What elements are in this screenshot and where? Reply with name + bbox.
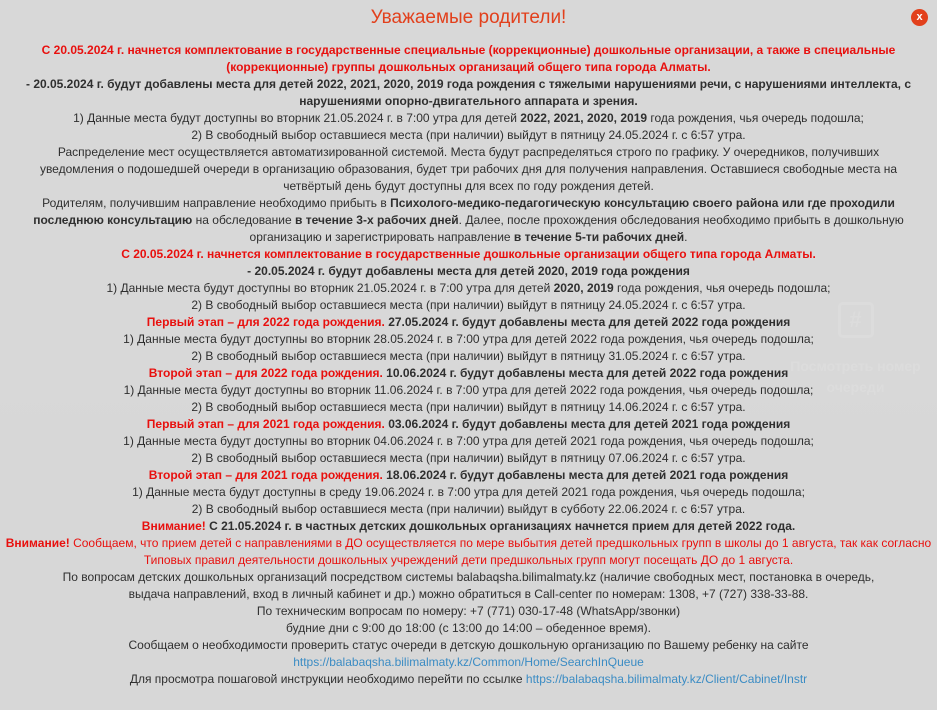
special-step-1: 1) Данные места будут доступны во вторник 21.05.2024 г. в 7:00 утра для детей 2022, 2021, 2020, 2019 года рождения, чья очередь подошла; [73, 111, 864, 125]
stage-1-2021-step-1: 1) Данные места будут доступны во вторник 04.06.2024 г. в 7:00 утра для детей 2021 года рождения, чья очередь подошла; [123, 434, 814, 448]
stage-2-2021-heading: Второй этап – для 2021 года рождения. 18.06.2024 г. будут добавлены места для детей 2021 года рождения [148, 468, 789, 482]
private-warning: Внимание! С 21.05.2024 г. в частных детских дошкольных организациях начнется прием для детей 2022 года. [141, 519, 796, 533]
stage-1-2021-heading: Первый этап – для 2021 года рождения. 03.06.2024 г. будут добавлены места для детей 2021 года рождения [146, 417, 791, 431]
stage-2-2022-step-1: 1) Данные места будут доступны во вторник 11.06.2024 г. в 7:00 утра для детей 2022 года рождения, чья очередь подошла; [123, 383, 814, 397]
contact-line-1: По вопросам детских дошкольных организаций посредством системы balabaqsha.bilimalmaty.kz (наличие свободных мест, постановка в очередь, [62, 570, 875, 584]
preschool-warning-line-1: Внимание! Сообщаем, что прием детей с направлениями в ДО осуществляется по мере выбытия детей предшкольных групп в школы до 1 августа, так как согласно [5, 536, 932, 550]
distribution-line-3: четвёртый день будут доступны для всех по году рождения детей. [283, 179, 654, 193]
stage-1-2022-step-1: 1) Данные места будут доступны во вторник 28.05.2024 г. в 7:00 утра для детей 2022 года рождения, чья очередь подошла; [123, 332, 814, 346]
pmpk-line-2: последнюю консультацию на обследование в течение 3-х рабочих дней. Далее, после прохождения обследования необходимо прибыть в дошкольную [33, 213, 904, 227]
queue-check-line: Сообщаем о необходимости проверить статус очереди в детскую дошкольную организацию по Вашему ребенку на сайте [128, 638, 809, 652]
general-step-1: 1) Данные места будут доступны во вторник 21.05.2024 г. в 7:00 утра для детей 2020, 2019 года рождения, чья очередь подошла; [106, 281, 831, 295]
special-intro-line-1: С 20.05.2024 г. начнется комплектование в государственные специальные (коррекционные) дошкольные организации, а также в специальные [41, 43, 896, 57]
special-step-2: 2) В свободный выбор оставшиеся места (при наличии) выйдут в пятницу 24.05.2024 г. с 6:57 утра. [191, 128, 746, 142]
tech-support-line: По техническим вопросам по номеру: +7 (771) 030-17-48 (WhatsApp/звонки) [256, 604, 681, 618]
special-places-line-2: нарушениями опорно-двигательного аппарата и зрения. [299, 94, 638, 108]
pmpk-line-1: Родителям, получившим направление необходимо прибыть в Психолого-медико-педагогическую консультацию своего района или где проходили [42, 196, 895, 210]
queue-link-row [0, 654, 937, 671]
instruction-line: Для просмотра пошаговой инструкции необходимо перейти по ссылке https://balabaqsha.bilimalmaty.kz/Client/Cabinet/Instr [129, 672, 808, 686]
pmpk-line-3: организацию и зарегистрировать направление в течение 5-ти рабочих дней. [249, 230, 688, 244]
instruction-link[interactable]: https://balabaqsha.bilimalmaty.kz/Client/Cabinet/Instr [525, 672, 808, 686]
distribution-line-2: уведомления о подошедшей очереди в организацию образования, будет три рабочих дня для получения направления. Оставшиеся свободные места на [39, 162, 898, 176]
special-intro-line-2: (коррекционные) группы дошкольных организаций общего типа города Алматы. [226, 60, 711, 74]
search-queue-link[interactable]: https://balabaqsha.bilimalmaty.kz/Common/Home/SearchInQueue [293, 655, 644, 669]
modal-content [0, 42, 937, 688]
special-places-line-1: - 20.05.2024 г. будут добавлены места для детей 2022, 2021, 2020, 2019 года рождения с тяжелыми нарушениями речи, с нарушениями интеллекта, с [25, 77, 912, 91]
contact-line-2: выдача направлений, вход в личный кабинет и др.) можно обратиться в Call-center по номерам: 1308, +7 (727) 338-33-88. [128, 587, 809, 601]
modal-title: Уважаемые родители! [370, 7, 567, 28]
stage-1-2022-heading: Первый этап – для 2022 года рождения. 27.05.2024 г. будут добавлены места для детей 2022 года рождения [146, 315, 791, 329]
stage-1-2022-step-2: 2) В свободный выбор оставшиеся места (при наличии) выйдут в пятницу 31.05.2024 г. с 6:57 утра. [191, 349, 746, 363]
preschool-warning-line-2: Типовых правил деятельности дошкольных учреждений дети предшкольных групп могут посещать ДО до 1 августа. [143, 553, 794, 567]
general-places: - 20.05.2024 г. будут добавлены места для детей 2020, 2019 года рождения [247, 264, 690, 278]
distribution-line-1: Распределение мест осуществляется автоматизированной системой. Места будут распределяться строго по графику. У очередников, получивших [57, 145, 880, 159]
general-intro: С 20.05.2024 г. начнется комплектование в государственные дошкольные организации общего типа города Алматы. [121, 247, 816, 261]
stage-2-2021-step-2: 2) В свободный выбор оставшиеся места (при наличии) выйдут в субботу 22.06.2024 г. с 6:57 утра. [191, 502, 746, 516]
stage-1-2021-step-2: 2) В свободный выбор оставшиеся места (при наличии) выйдут в пятницу 07.06.2024 г. с 6:57 утра. [191, 451, 746, 465]
working-hours-line: будние дни с 9:00 до 18:00 (с 13:00 до 14:00 – обеденное время). [286, 621, 651, 635]
stage-2-2022-heading: Второй этап – для 2022 года рождения. 10.06.2024 г. будут добавлены места для детей 2022 года рождения [148, 366, 789, 380]
general-step-2: 2) В свободный выбор оставшиеся места (при наличии) выйдут в пятницу 24.05.2024 г. с 6:57 утра. [191, 298, 746, 312]
stage-2-2021-step-1: 1) Данные места будут доступны в среду 19.06.2024 г. в 7:00 утра для детей 2021 года рождения, чья очередь подошла; [132, 485, 805, 499]
close-button[interactable]: x [911, 9, 928, 26]
stage-2-2022-step-2: 2) В свободный выбор оставшиеся места (при наличии) выйдут в пятницу 14.06.2024 г. с 6:57 утра. [191, 400, 746, 414]
